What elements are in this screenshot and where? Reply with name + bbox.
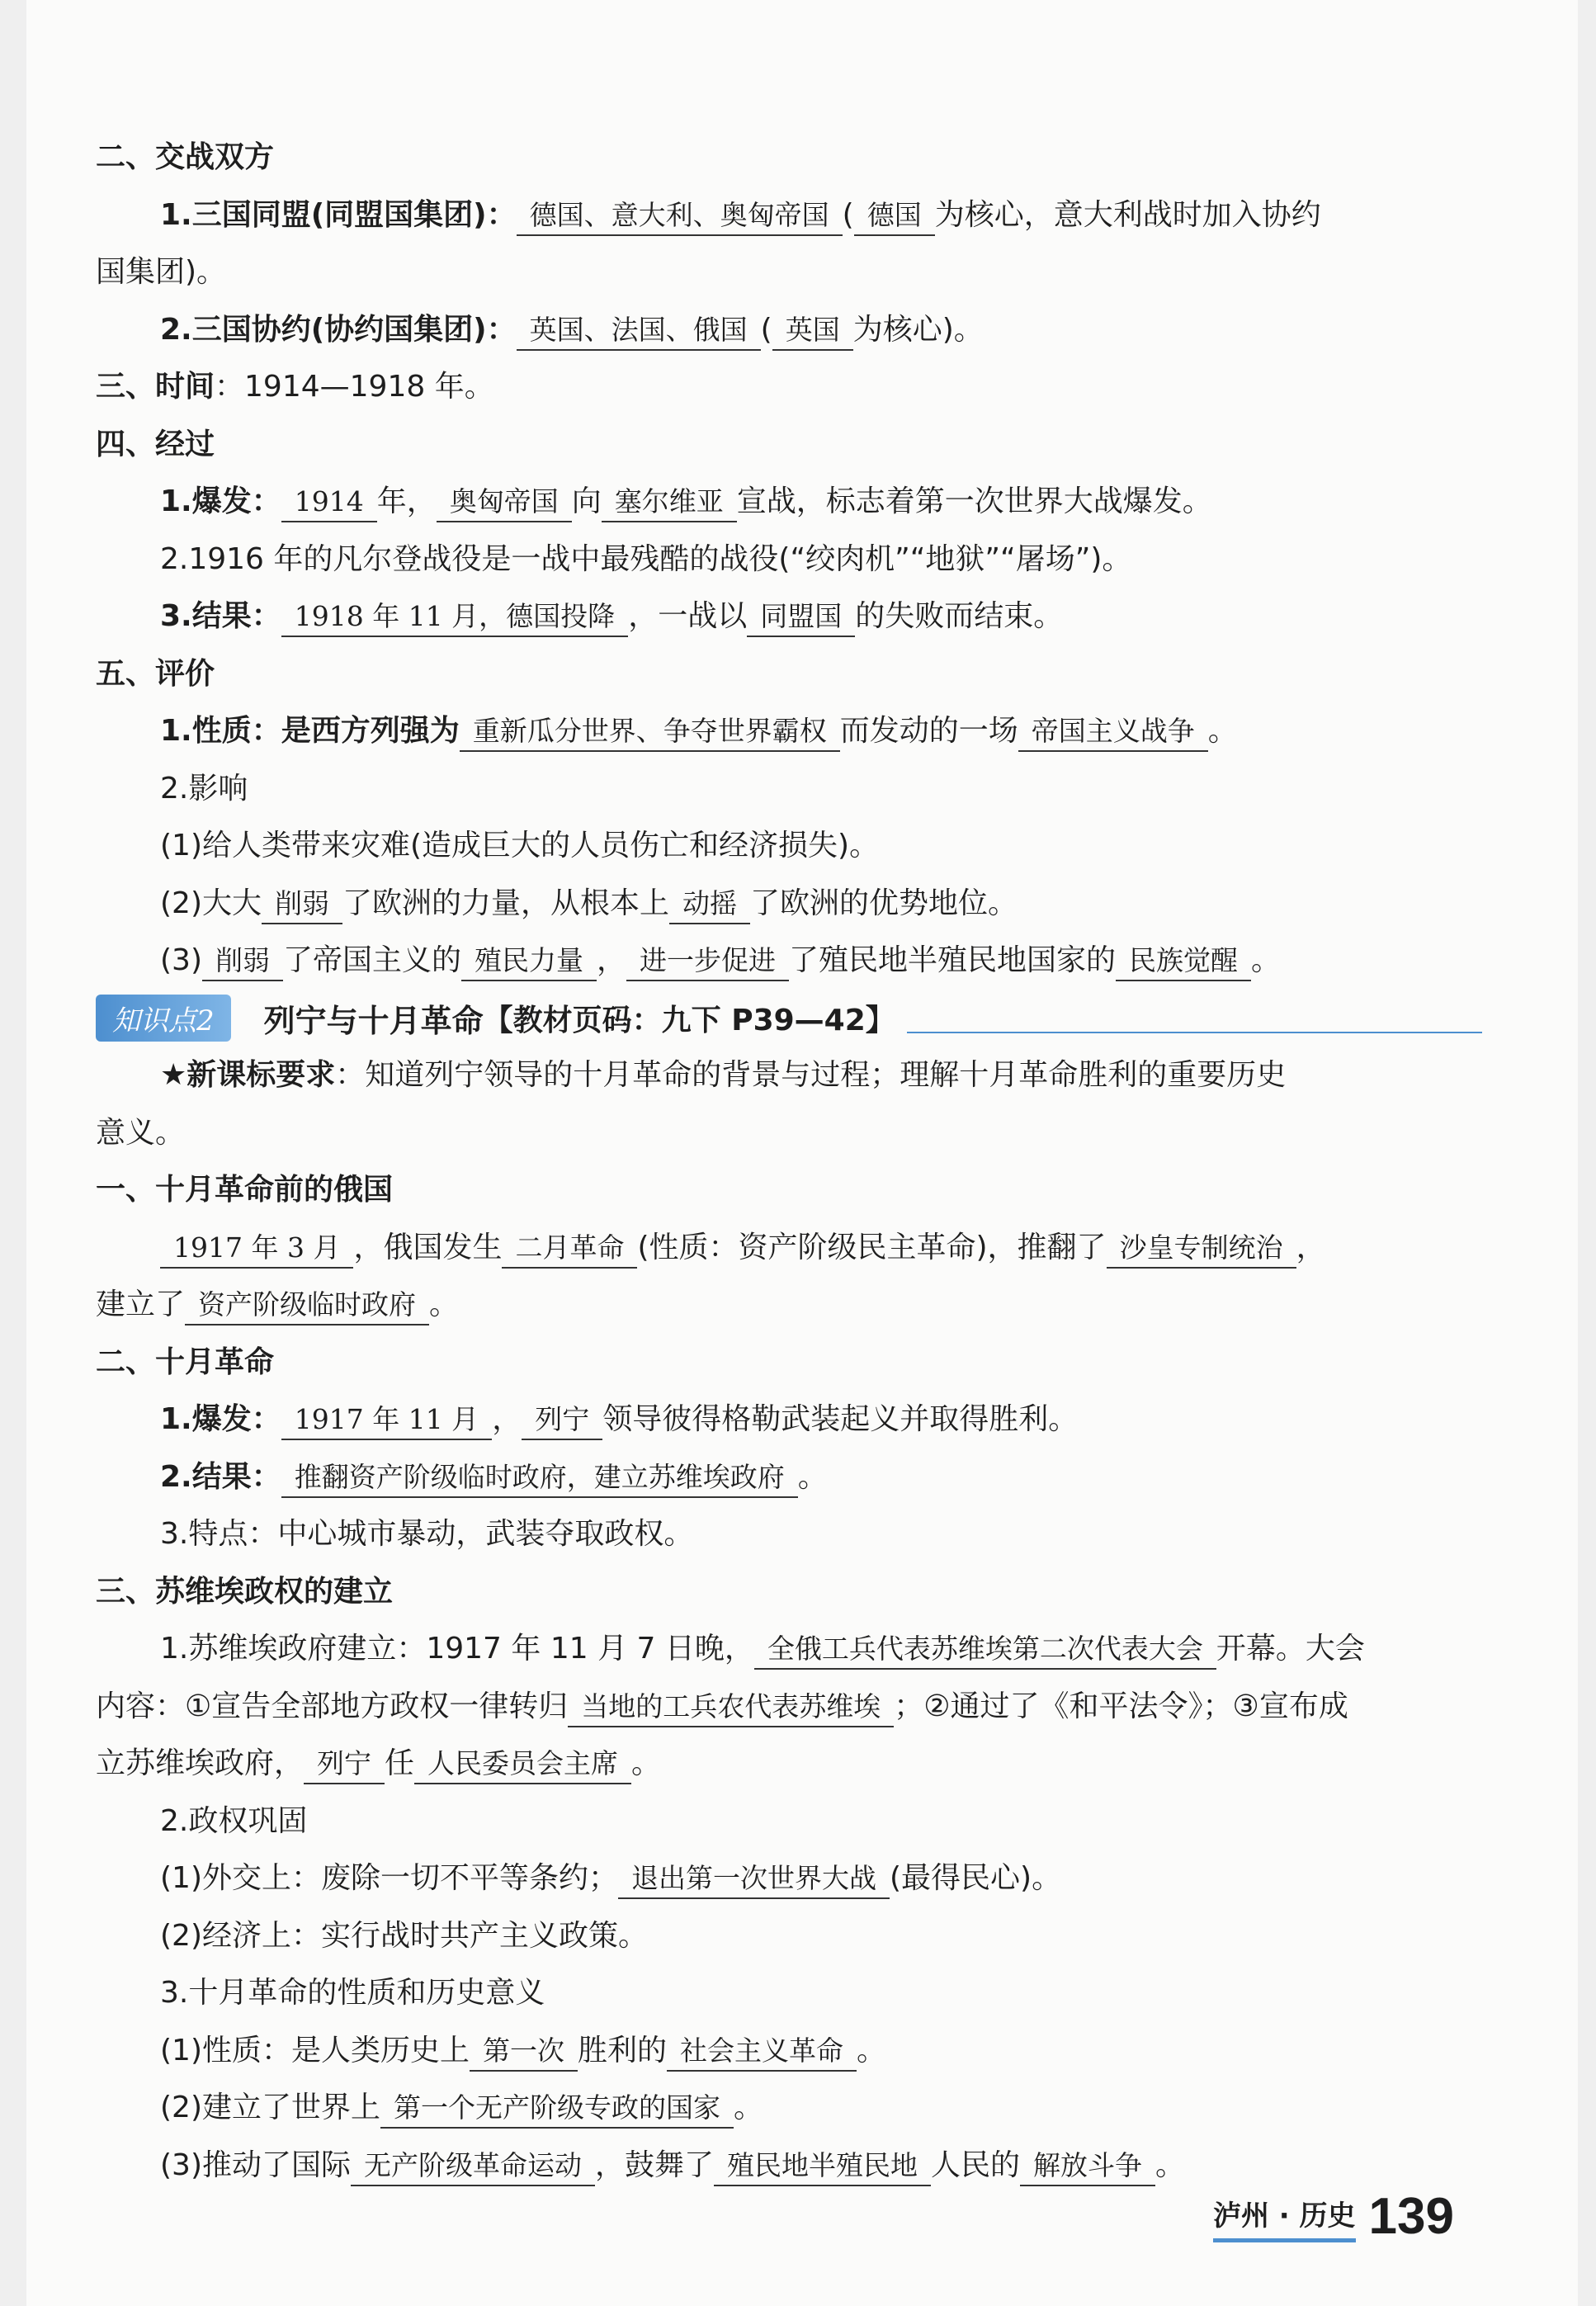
workbook-page [26,0,1578,2306]
section-heading: 三、时间 [96,370,215,404]
knowledge-point-badge: 知识点2 [96,995,231,1042]
answer-blank: 二月革命 [502,1229,637,1269]
text-segment: 1.苏维埃政府建立：1917 年 11 月 7 日晚， [160,1632,754,1666]
text-segment: 。 [1207,714,1238,748]
text-segment: 。 [1155,2148,1186,2182]
text-line [96,702,1482,760]
text-line: 意义。 [96,1115,186,1150]
text-segment: 为核心，意大利战时加入协约 [934,197,1321,232]
text-segment: (3) [160,943,202,977]
line-label: 1.爆发： [160,1402,281,1436]
answer-blank: 1917 年 3 月 [160,1229,353,1269]
answer-blank: 当地的工兵农代表苏维埃 [568,1688,894,1727]
line-label: 1.三国同盟(同盟国集团)： [160,197,517,232]
text-line: 3.特点：中心城市暴动，武装夺取政权。 [160,1517,694,1551]
answer-blank: 人民委员会主席 [414,1745,631,1784]
text-segment: 了帝国主义的 [283,943,462,977]
text-segment: 而发动的一场 [839,714,1018,748]
answer-blank: 社会主义革命 [667,2032,857,2072]
text-line [96,358,1482,416]
answer-blank: 第一次 [470,2032,578,2072]
text-line [96,1391,1482,1448]
section-heading: 一、十月革命前的俄国 [96,1173,394,1207]
answer-blank: 民族觉醒 [1116,942,1251,981]
answer-blank: 列宁 [522,1401,602,1440]
knowledge-point-title: 列宁与十月革命 [263,1002,484,1039]
answer-blank: 重新瓜分世界、争夺世界霸权 [460,712,840,752]
text-segment: 。 [429,1288,460,1321]
text-segment: ：知道列宁领导的十月革命的背景与过程；理解十月革命胜利的重要历史 [335,1058,1287,1092]
text-segment: (3)推动了国际 [160,2148,351,2182]
text-segment: 立苏维埃政府， [96,1746,305,1780]
answer-blank: 第一个无产阶级专政的国家 [380,2089,734,2129]
text-segment: ( [760,312,772,347]
answer-blank: 德国 [854,196,935,236]
text-line: (1)给人类带来灾难(造成巨大的人员伤亡和经济损失)。 [160,829,880,862]
page-footer [1212,2188,1454,2245]
knowledge-point-header [96,990,1482,1047]
text-line [96,932,1482,990]
section-heading: 三、苏维埃政权的建立 [96,1574,394,1609]
page-number: 139 [1368,2188,1454,2245]
text-segment: 。 [631,1746,662,1780]
text-segment: (1)外交上：废除一切不平等条约； [160,1861,618,1895]
text-segment: 。 [734,2091,764,2124]
text-line [96,588,1482,645]
text-line [96,187,1482,244]
text-segment: 为核心)。 [852,312,984,347]
text-line: 国集团)。 [96,255,227,289]
answer-blank: 奥匈帝国 [437,483,572,522]
section-heading: 二、十月革命 [96,1344,275,1379]
answer-blank: 动摇 [669,885,750,924]
answer-blank: 殖民力量 [461,942,597,981]
text-segment: 领导彼得格勒武装起义并取得胜利。 [602,1402,1079,1436]
line-label: 2.结果： [160,1459,281,1494]
answer-blank: 退出第一次世界大战 [618,1859,890,1899]
answer-blank: 全俄工兵代表苏维埃第二次代表大会 [754,1630,1216,1670]
text-segment: (性质：资产阶级民主革命)，推翻了 [637,1230,1107,1264]
text-segment: 开幕。大会 [1216,1632,1365,1666]
answer-blank: 解放斗争 [1020,2147,1155,2186]
line-label: 1.性质：是西方列强为 [160,714,460,748]
text-segment: 任 [385,1746,415,1780]
text-line [96,301,1482,359]
page-content [96,129,1482,2194]
text-segment: 胜利的 [578,2033,668,2067]
text-line [96,2137,1482,2195]
text-segment: 建立了 [96,1288,186,1321]
text-line: 2.影响 [160,771,248,806]
text-segment: ；②通过了《和平法令》；③宣布成 [894,1689,1348,1723]
text-segment: ， [597,943,627,977]
line-label: 3.结果： [160,599,281,633]
text-segment: ，一战以 [628,599,748,633]
text-segment: 年， [376,484,437,518]
text-line [96,2079,1482,2137]
answer-blank: 同盟国 [747,598,855,637]
text-segment: ( [842,197,854,232]
text-line [96,1620,1482,1678]
book-label: 泸州 · 历史 [1213,2193,1356,2242]
answer-blank: 沙皇专制统治 [1107,1229,1296,1269]
text-segment: ：1914—1918 年。 [215,370,494,404]
text-line [96,1678,1482,1736]
answer-blank: 英国 [772,311,853,351]
text-segment: ， [492,1402,522,1436]
header-rule [907,1032,1482,1033]
line-label: 2.三国协约(协约国集团)： [160,312,517,347]
text-segment: (2)大大 [160,886,262,920]
text-segment: 向 [571,484,602,518]
text-line [96,2022,1482,2080]
text-line: 2.政权巩固 [160,1803,308,1838]
text-segment: ，鼓舞了 [595,2148,715,2182]
answer-blank: 塞尔维亚 [602,483,737,522]
text-segment: 了欧洲的优势地位。 [750,886,1018,920]
text-segment: 宣战，标志着第一次世界大战爆发。 [736,484,1212,518]
text-segment: ， [1296,1230,1326,1264]
answer-blank: 1918 年 11 月，德国投降 [281,598,628,637]
answer-blank: 资产阶级临时政府 [185,1286,429,1325]
section-heading: 二、交战双方 [96,140,275,174]
text-segment: (最得民心)。 [890,1861,1062,1895]
answer-blank: 推翻资产阶级临时政府，建立苏维埃政府 [281,1458,798,1498]
section-heading: 五、评价 [96,656,215,691]
text-segment: 了欧洲的力量，从根本上 [342,886,670,920]
text-line [96,1047,1482,1104]
answer-blank: 列宁 [304,1745,385,1784]
answer-blank: 削弱 [202,942,283,981]
text-segment: 了殖民地半殖民地国家的 [789,943,1117,977]
text-segment: 。 [857,2033,887,2067]
text-line [96,1276,1482,1334]
text-segment: (2)建立了世界上 [160,2091,380,2124]
text-segment: 人民的 [931,2148,1021,2182]
answer-blank: 1914 [281,483,377,522]
answer-blank: 进一步促进 [626,942,789,981]
text-segment: 。 [1251,943,1282,977]
text-line [96,1735,1482,1793]
textbook-page-ref: 【教材页码：九下 P39—42】 [483,1003,895,1037]
text-line [96,1850,1482,1907]
text-segment: ，俄国发生 [353,1230,503,1264]
answer-blank: 1917 年 11 月 [281,1401,492,1440]
text-segment: 。 [797,1459,828,1494]
section-heading: 四、经过 [96,427,215,461]
text-line: 2.1916 年的凡尔登战役是一战中最残酷的战役(“绞肉机”“地狱”“屠场”)。 [160,541,1132,576]
text-line: 3.十月革命的性质和历史意义 [160,1976,545,2010]
text-line: (2)经济上：实行战时共产主义政策。 [160,1918,648,1953]
text-line [96,473,1482,531]
answer-blank: 帝国主义战争 [1018,712,1208,752]
line-label: 1.爆发： [160,484,281,518]
answer-blank: 削弱 [262,885,342,924]
answer-blank: 殖民地半殖民地 [714,2147,931,2186]
text-segment: (1)性质：是人类历史上 [160,2033,470,2067]
text-segment: 的失败而结束。 [855,599,1064,633]
text-segment: 内容：①宣告全部地方政权一律转归 [96,1689,569,1723]
standard-label: ★新课标要求 [160,1058,336,1092]
text-line [96,1448,1482,1506]
answer-blank: 英国、法国、俄国 [517,311,761,351]
answer-blank: 德国、意大利、奥匈帝国 [517,196,843,236]
text-line [96,875,1482,933]
text-line [96,1219,1482,1277]
answer-blank: 无产阶级革命运动 [351,2147,595,2186]
